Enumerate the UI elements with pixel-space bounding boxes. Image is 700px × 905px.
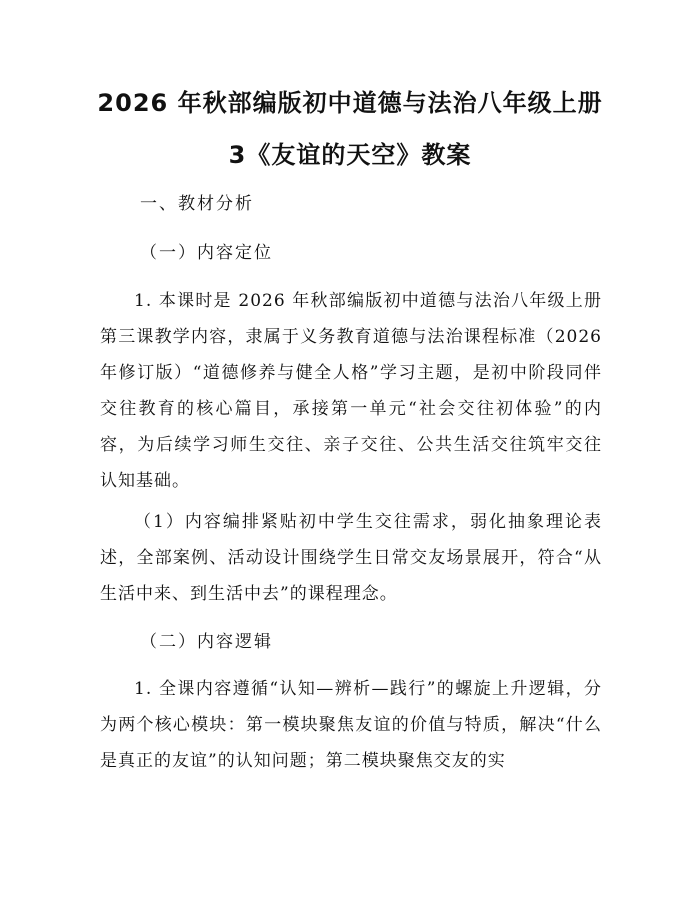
paragraph-content-logic: 1. 全课内容遵循“认知—辨析—践行”的螺旋上升逻辑，分为两个核心模块：第一模块聚焦友谊的价值与特质，解决“什么是真正的友谊”的认知问题；第二模块聚焦交友的实 [100,679,602,771]
paragraph-content-arrangement: （1）内容编排紧贴初中学生交往需求，弱化抽象理论表述，全部案例、活动设计围绕学生日常交友场景展开，符合“从生活中来、到生活中去”的课程理念。 [100,512,602,604]
subsection-heading-content-logic: （二）内容逻辑 [140,632,273,652]
paragraph-content-positioning: 1. 本课时是 2026 年秋部编版初中道德与法治八年级上册第三课教学内容，隶属于义务教育道德与法治课程标准（2026 年修订版）“道德修养与健全人格”学习主题，是初中阶段同伴交往教育的核心篇目，承接第一单元“社会交往初体验”的内容，为后续学习师生交往、亲子交往、公共生活交往筑牢交往认知基础。 [100,291,602,491]
section-heading-textbook-analysis: 一、教材分析 [140,194,254,214]
document-title-line-2: 3《友谊的天空》教案 [228,141,472,169]
subsection-heading-content-positioning: （一）内容定位 [140,243,273,263]
document-title-line-1: 2026 年秋部编版初中道德与法治八年级上册 [97,89,603,117]
